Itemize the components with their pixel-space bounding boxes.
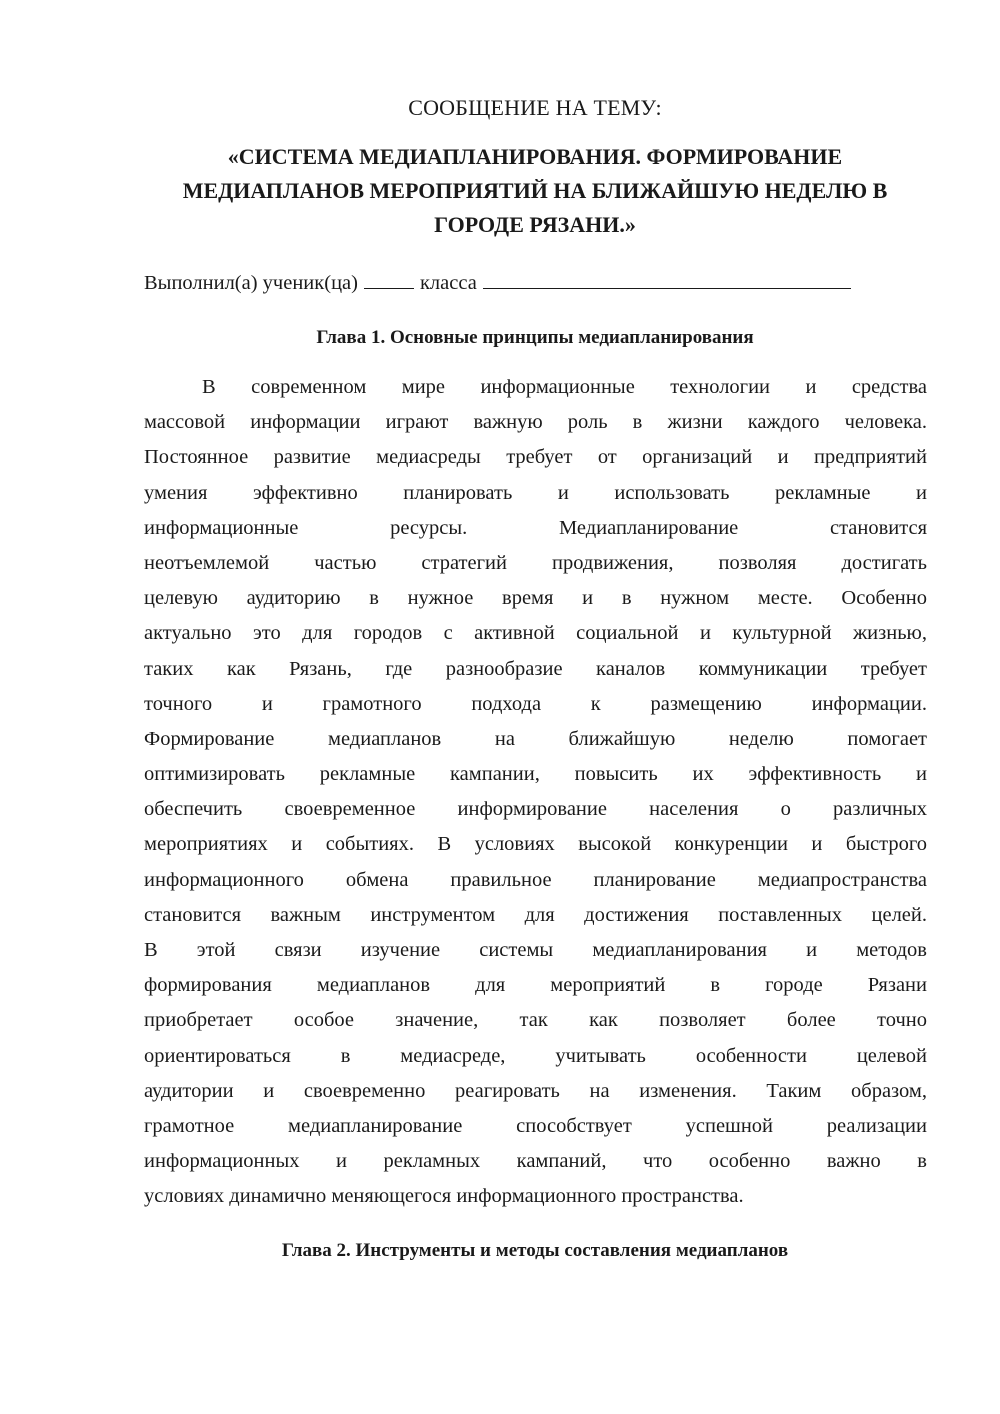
paragraph-line: ориентироваться в медиасреде, учитывать особенности целевой xyxy=(144,1044,927,1067)
paragraph-line: таких как Рязань, где разнообразие каналов коммуникации требует xyxy=(144,657,927,680)
author-prefix: Выполнил(а) ученик(ца) xyxy=(144,272,358,294)
paragraph-line: целевую аудиторию в нужное время и в нужном месте. Особенно xyxy=(144,587,927,610)
paragraph-line-last: условиях динамично меняющегося информационного пространства. xyxy=(144,1185,744,1208)
paragraph-line: обеспечить своевременное информирование населения о различных xyxy=(144,798,927,821)
paragraph-line: мероприятиях и событиях. В условиях высокой конкуренции и быстрого xyxy=(144,833,927,856)
paragraph-line: умения эффективно планировать и использовать рекламные и xyxy=(144,481,927,504)
chapter-1-paragraph xyxy=(144,370,927,1215)
title-line: ГОРОДЕ РЯЗАНИ.» xyxy=(434,212,636,237)
paragraph-line: формирования медиапланов для мероприятий в городе Рязани xyxy=(144,974,927,997)
paragraph-line: точного и грамотного подхода к размещению информации. xyxy=(144,692,927,715)
document-title xyxy=(120,140,950,242)
author-line xyxy=(144,270,851,295)
paragraph-line: Формирование медиапланов на ближайшую неделю помогает xyxy=(144,727,927,750)
author-middle: класса xyxy=(419,272,477,294)
title-line: МЕДИАПЛАНОВ МЕРОПРИЯТИЙ НА БЛИЖАЙШУЮ НЕДЕЛЮ В xyxy=(182,178,888,203)
paragraph-line: информационного обмена правильное планирование медиапространства xyxy=(144,868,927,891)
paragraph-line: актуально это для городов с активной социальной и культурной жизнью, xyxy=(144,622,927,645)
title-line: «СИСТЕМА МЕДИАПЛАНИРОВАНИЯ. ФОРМИРОВАНИЕ xyxy=(227,144,843,169)
paragraph-line: В современном мире информационные технологии и средства xyxy=(202,376,927,398)
paragraph-line: приобретает особое значение, так как позволяет более точно xyxy=(144,1009,927,1032)
paragraph-line: грамотное медиапланирование способствует успешной реализации xyxy=(144,1114,927,1137)
class-blank-field[interactable] xyxy=(364,270,414,289)
paragraph-line: аудитории и своевременно реагировать на изменения. Таким образом, xyxy=(144,1079,927,1102)
paragraph-line: оптимизировать рекламные кампании, повысить их эффективность и xyxy=(144,763,927,786)
chapter-2-heading: Глава 2. Инструменты и методы составления медиапланов xyxy=(281,1240,789,1261)
heading-label: СООБЩЕНИЕ НА ТЕМУ: xyxy=(408,95,662,120)
name-blank-field[interactable] xyxy=(483,270,851,289)
paragraph-line: информационные ресурсы. Медиапланирование становится xyxy=(144,516,927,539)
chapter-1-heading: Глава 1. Основные принципы медиапланирования xyxy=(316,327,754,348)
paragraph-line: В этой связи изучение системы медиапланирования и методов xyxy=(144,939,927,961)
paragraph-line: становится важным инструментом для достижения поставленных целей. xyxy=(144,903,927,926)
paragraph-line: Постоянное развитие медиасреды требует от организаций и предприятий xyxy=(144,446,927,469)
paragraph-line: массовой информации играют важную роль в жизни каждого человека. xyxy=(144,411,927,434)
paragraph-line: неотъемлемой частью стратегий продвижения, позволяя достигать xyxy=(144,551,927,574)
paragraph-line: информационных и рекламных кампаний, что особенно важно в xyxy=(144,1150,927,1173)
